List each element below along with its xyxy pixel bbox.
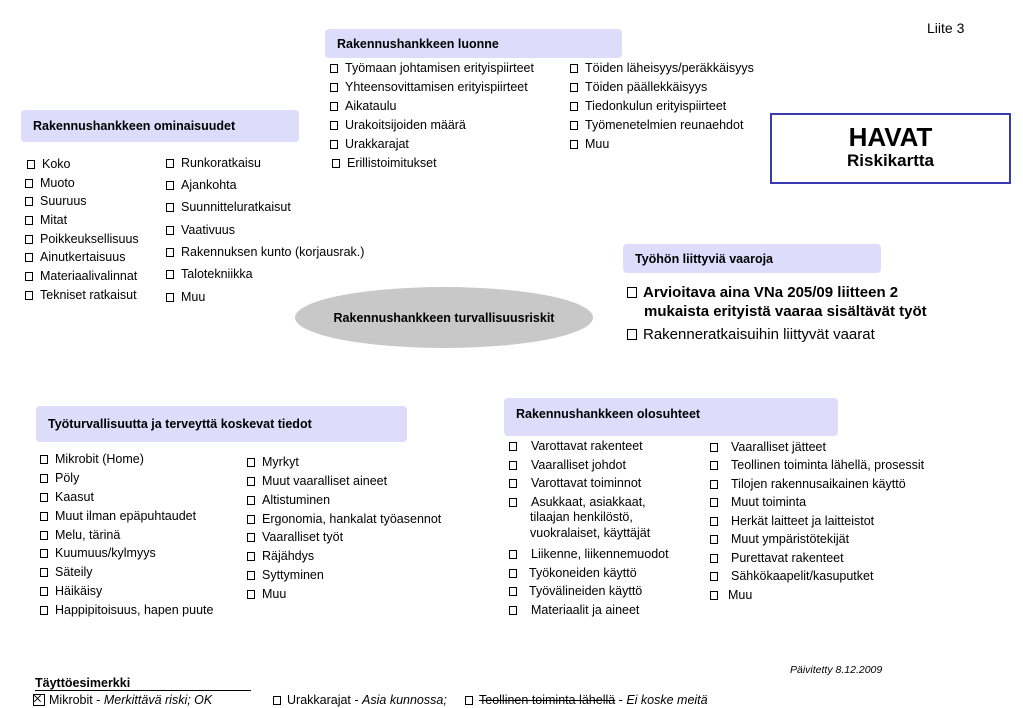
checked-box-icon	[33, 694, 45, 706]
luonne-item[interactable]	[330, 80, 528, 95]
luonne-item[interactable]	[330, 118, 466, 133]
checkbox-icon	[710, 591, 718, 600]
item-label: Muu	[181, 290, 206, 304]
tyohon-item-vna[interactable]	[627, 283, 898, 302]
item-label: Häikäisy	[55, 584, 103, 598]
item-label: Vaaralliset jätteet	[731, 440, 826, 454]
item-label: Muut vaaralliset aineet	[262, 474, 388, 488]
item-label: Teollinen toiminta lähellä, prosessit	[731, 458, 925, 472]
checkbox-icon	[25, 216, 33, 225]
example-item-mikrobit	[33, 693, 212, 708]
ominaisuudet-item[interactable]	[166, 223, 235, 238]
tyohon-item-vna-cont: mukaista erityistä vaaraa sisältävät työt	[644, 303, 927, 320]
olosuhteet-header: Rakennushankkeen olosuhteet	[504, 398, 838, 436]
checkbox-icon	[25, 291, 33, 300]
item-label: Liikenne, liikennemuodot	[531, 547, 669, 561]
checkbox-icon	[627, 287, 637, 298]
item-label: Töiden päällekkäisyys	[585, 80, 708, 94]
olosuhteet-item[interactable]	[710, 440, 826, 455]
checkbox-icon	[710, 480, 718, 489]
checkbox-icon	[465, 696, 473, 705]
checkbox-icon	[627, 329, 637, 340]
item-label: Ajankohta	[181, 178, 237, 192]
item-label: Erillistoimitukset	[347, 156, 437, 170]
ominaisuudet-item[interactable]	[27, 157, 71, 172]
olosuhteet-item[interactable]	[509, 547, 669, 562]
tyoturvallisuus-item[interactable]	[40, 490, 94, 505]
olosuhteet-item-cont: vuokralaiset, käyttäjät	[530, 526, 651, 540]
checkbox-icon	[247, 477, 255, 486]
tyohon-header: Työhön liittyviä vaaroja	[623, 244, 881, 273]
item-label: Ainutkertaisuus	[40, 250, 126, 264]
item-label: Materiaalit ja aineet	[531, 603, 640, 617]
luonne-item[interactable]	[330, 61, 534, 76]
tyoturvallisuus-item[interactable]	[247, 455, 299, 470]
item-label: Työvälineiden käyttö	[529, 584, 643, 598]
tyoturvallisuus-item[interactable]	[40, 565, 93, 580]
example-label: Teollinen toiminta lähellä	[479, 693, 616, 707]
olosuhteet-item[interactable]	[509, 566, 637, 581]
tyoturvallisuus-item[interactable]	[247, 530, 343, 545]
ominaisuudet-item[interactable]	[25, 176, 75, 191]
checkbox-icon	[40, 568, 48, 577]
item-label: Tekniset ratkaisut	[40, 288, 137, 302]
item-label: Aikataulu	[345, 99, 397, 113]
item-label: Urakkarajat	[345, 137, 409, 151]
checkbox-icon	[247, 533, 255, 542]
item-label: Suunnitteluratkaisut	[181, 200, 291, 214]
checkbox-icon	[570, 140, 578, 149]
checkbox-icon	[710, 461, 718, 470]
checkbox-icon	[166, 159, 174, 168]
item-label: Syttyminen	[262, 568, 324, 582]
checkbox-icon	[273, 696, 281, 705]
checkbox-icon	[710, 535, 718, 544]
item-label: Muut ilman epäpuhtaudet	[55, 509, 197, 523]
item-label: Työmaan johtamisen erityispiirteet	[345, 61, 534, 75]
checkbox-icon	[166, 226, 174, 235]
ominaisuudet-item[interactable]	[166, 156, 261, 171]
checkbox-icon	[25, 197, 33, 206]
tyoturvallisuus-item[interactable]	[247, 549, 314, 564]
luonne-item[interactable]	[570, 61, 754, 76]
checkbox-icon	[509, 479, 517, 488]
checkbox-icon	[710, 572, 718, 581]
item-label: Pöly	[55, 471, 80, 485]
olosuhteet-item[interactable]	[710, 532, 849, 547]
checkbox-icon	[509, 606, 517, 615]
example-title-underline	[35, 690, 251, 691]
checkbox-icon	[247, 571, 255, 580]
item-label: Säteily	[55, 565, 93, 579]
luonne-item[interactable]	[570, 118, 743, 133]
luonne-header: Rakennushankkeen luonne	[325, 29, 622, 58]
item-label: Muu	[728, 588, 753, 602]
item-label: Tilojen rakennusaikainen käyttö	[731, 477, 906, 491]
item-label: Vaativuus	[181, 223, 235, 237]
item-label: Poikkeuksellisuus	[40, 232, 139, 246]
checkbox-icon	[25, 235, 33, 244]
checkbox-icon	[710, 443, 718, 452]
luonne-item[interactable]	[570, 137, 609, 152]
checkbox-icon	[247, 552, 255, 561]
item-label: Asukkaat, asiakkaat,	[531, 495, 646, 509]
ominaisuudet-item[interactable]	[166, 178, 237, 193]
checkbox-icon	[247, 496, 255, 505]
olosuhteet-item[interactable]	[509, 584, 642, 599]
item-label: Rakennuksen kunto (korjausrak.)	[181, 245, 365, 259]
item-label: Arvioitava aina VNa 205/09 liitteen 2	[643, 284, 899, 301]
olosuhteet-item[interactable]	[509, 476, 641, 491]
checkbox-icon	[570, 83, 578, 92]
tyoturvallisuus-item[interactable]	[40, 509, 196, 524]
tyoturvallisuus-item[interactable]	[247, 587, 286, 602]
checkbox-icon	[27, 160, 35, 169]
example-label: Mikrobit -	[49, 693, 104, 707]
checkbox-icon	[166, 248, 174, 257]
checkbox-icon	[509, 498, 517, 507]
checkbox-icon	[40, 455, 48, 464]
item-label: Melu, tärinä	[55, 528, 121, 542]
ominaisuudet-item[interactable]	[25, 232, 139, 247]
item-label: Rakenneratkaisuihin liittyvät vaarat	[643, 326, 875, 343]
checkbox-icon	[247, 515, 255, 524]
attachment-label: Liite 3	[927, 20, 965, 36]
item-label: Työmenetelmien reunaehdot	[585, 118, 744, 132]
item-label: Purettavat rakenteet	[731, 551, 844, 565]
tyoturvallisuus-item[interactable]	[247, 493, 330, 508]
ominaisuudet-item[interactable]	[25, 194, 87, 209]
tyoturvallisuus-item[interactable]	[40, 471, 79, 486]
item-label: Vaaralliset työt	[262, 530, 344, 544]
item-label: Räjähdys	[262, 549, 315, 563]
checkbox-icon	[330, 121, 338, 130]
example-item-teollinen	[465, 693, 708, 708]
luonne-item[interactable]	[570, 99, 726, 114]
olosuhteet-item[interactable]	[710, 477, 906, 492]
item-label: Happipitoisuus, hapen puute	[55, 603, 214, 617]
checkbox-icon	[509, 442, 517, 451]
item-label: Muut toiminta	[731, 495, 807, 509]
item-label: Myrkyt	[262, 455, 299, 469]
checkbox-icon	[710, 554, 718, 563]
olosuhteet-item[interactable]	[710, 551, 844, 566]
olosuhteet-item[interactable]	[509, 458, 626, 473]
item-label: Kaasut	[55, 490, 94, 504]
item-label: Altistuminen	[262, 493, 331, 507]
tyoturvallisuus-header: Työturvallisuutta ja terveyttä koskevat tiedot	[36, 406, 407, 442]
havat-title: HAVAT	[848, 122, 933, 152]
item-label: Yhteensovittamisen erityispiirteet	[345, 80, 528, 94]
ominaisuudet-item[interactable]	[166, 200, 291, 215]
havat-subtitle: Riskikartta	[847, 151, 934, 170]
example-strikethrough	[465, 693, 615, 707]
updated-date: Päivitetty 8.12.2009	[790, 664, 883, 676]
item-label: Runkoratkaisu	[181, 156, 261, 170]
item-label: Varottavat rakenteet	[531, 439, 643, 453]
tyoturvallisuus-item[interactable]	[40, 528, 120, 543]
checkbox-icon	[25, 272, 33, 281]
tyohon-item-rakenne[interactable]	[627, 325, 875, 344]
center-ellipse	[295, 287, 593, 348]
tyoturvallisuus-item[interactable]	[247, 568, 324, 583]
checkbox-icon	[40, 549, 48, 558]
olosuhteet-item[interactable]	[509, 495, 646, 510]
checkbox-icon	[25, 253, 33, 262]
example-title: Täyttöesimerkki	[35, 676, 131, 690]
checkbox-icon	[25, 179, 33, 188]
checkbox-icon	[247, 458, 255, 467]
item-label: Talotekniikka	[181, 267, 253, 281]
olosuhteet-item[interactable]	[710, 458, 924, 473]
item-label: Muut ympäristötekijät	[731, 532, 850, 546]
luonne-item[interactable]	[330, 99, 396, 114]
luonne-item[interactable]	[570, 80, 707, 95]
ominaisuudet-item[interactable]	[166, 267, 253, 282]
item-label: Vaaralliset johdot	[531, 458, 626, 472]
tyoturvallisuus-item[interactable]	[247, 474, 387, 489]
havat-title-box	[770, 113, 1011, 184]
item-label: Tiedonkulun erityispiirteet	[585, 99, 727, 113]
olosuhteet-item[interactable]	[710, 588, 752, 603]
olosuhteet-item[interactable]	[509, 603, 639, 618]
checkbox-icon	[40, 493, 48, 502]
item-label: Materiaalivalinnat	[40, 269, 138, 283]
checkbox-icon	[509, 550, 517, 559]
item-label: Mitat	[40, 213, 68, 227]
item-label: Herkät laitteet ja laitteistot	[731, 514, 875, 528]
item-label: Mikrobit (Home)	[55, 452, 144, 466]
checkbox-icon	[509, 569, 517, 578]
checkbox-icon	[40, 474, 48, 483]
ominaisuudet-header: Rakennushankkeen ominaisuudet	[21, 110, 299, 142]
ominaisuudet-item[interactable]	[25, 213, 67, 228]
checkbox-icon	[330, 140, 338, 149]
tyoturvallisuus-item[interactable]	[40, 546, 156, 561]
example-note: Ei koske meitä	[626, 693, 708, 707]
ominaisuudet-item[interactable]	[25, 288, 137, 303]
olosuhteet-item-cont: tilaajan henkilöstö,	[530, 510, 633, 524]
checkbox-icon	[509, 587, 517, 596]
item-label: Varottavat toiminnot	[531, 476, 642, 490]
ominaisuudet-item[interactable]	[25, 250, 125, 265]
checkbox-icon	[710, 498, 718, 507]
checkbox-icon	[247, 590, 255, 599]
center-ellipse-label: Rakennushankkeen turvallisuusriskit	[333, 310, 555, 325]
checkbox-icon	[166, 203, 174, 212]
item-label: Työkoneiden käyttö	[529, 566, 637, 580]
checkbox-icon	[509, 461, 517, 470]
luonne-item[interactable]	[330, 137, 409, 152]
example-separator: -	[615, 693, 627, 707]
item-label: Ergonomia, hankalat työasennot	[262, 512, 442, 526]
example-item-urakkarajat	[273, 693, 447, 708]
checkbox-icon	[166, 293, 174, 302]
checkbox-icon	[332, 159, 340, 168]
tyoturvallisuus-item[interactable]	[40, 584, 102, 599]
ominaisuudet-item[interactable]	[25, 269, 137, 284]
checkbox-icon	[40, 531, 48, 540]
checkbox-icon	[330, 83, 338, 92]
ominaisuudet-item[interactable]	[166, 290, 205, 305]
item-label: Kuumuus/kylmyys	[55, 546, 156, 560]
item-label: Muu	[585, 137, 610, 151]
tyoturvallisuus-item[interactable]	[40, 452, 144, 467]
tyoturvallisuus-item[interactable]	[40, 603, 213, 618]
item-label: Urakoitsijoiden määrä	[345, 118, 466, 132]
checkbox-icon	[40, 606, 48, 615]
checkbox-icon	[40, 512, 48, 521]
checkbox-icon	[166, 181, 174, 190]
checkbox-icon	[330, 64, 338, 73]
item-label: Muu	[262, 587, 287, 601]
checkbox-icon	[166, 270, 174, 279]
luonne-item[interactable]	[332, 156, 437, 171]
checkbox-icon	[570, 121, 578, 130]
ominaisuudet-item[interactable]	[166, 245, 364, 260]
checkbox-icon	[40, 587, 48, 596]
item-label: Sähkökaapelit/kasuputket	[731, 569, 874, 583]
checkbox-icon	[570, 102, 578, 111]
checkbox-icon	[570, 64, 578, 73]
olosuhteet-item[interactable]	[509, 439, 643, 454]
checkbox-icon	[710, 517, 718, 526]
tyoturvallisuus-item[interactable]	[247, 512, 441, 527]
example-label: Urakkarajat -	[287, 693, 363, 707]
item-label: Suuruus	[40, 194, 87, 208]
example-note: Asia kunnossa;	[362, 693, 447, 707]
item-label: Muoto	[40, 176, 75, 190]
olosuhteet-item[interactable]	[710, 569, 873, 584]
olosuhteet-item[interactable]	[710, 514, 874, 529]
olosuhteet-item[interactable]	[710, 495, 806, 510]
item-label: Töiden läheisyys/peräkkäisyys	[585, 61, 754, 75]
checkbox-icon	[330, 102, 338, 111]
example-note: Merkittävä riski; OK	[103, 693, 213, 707]
item-label: Koko	[42, 157, 71, 171]
